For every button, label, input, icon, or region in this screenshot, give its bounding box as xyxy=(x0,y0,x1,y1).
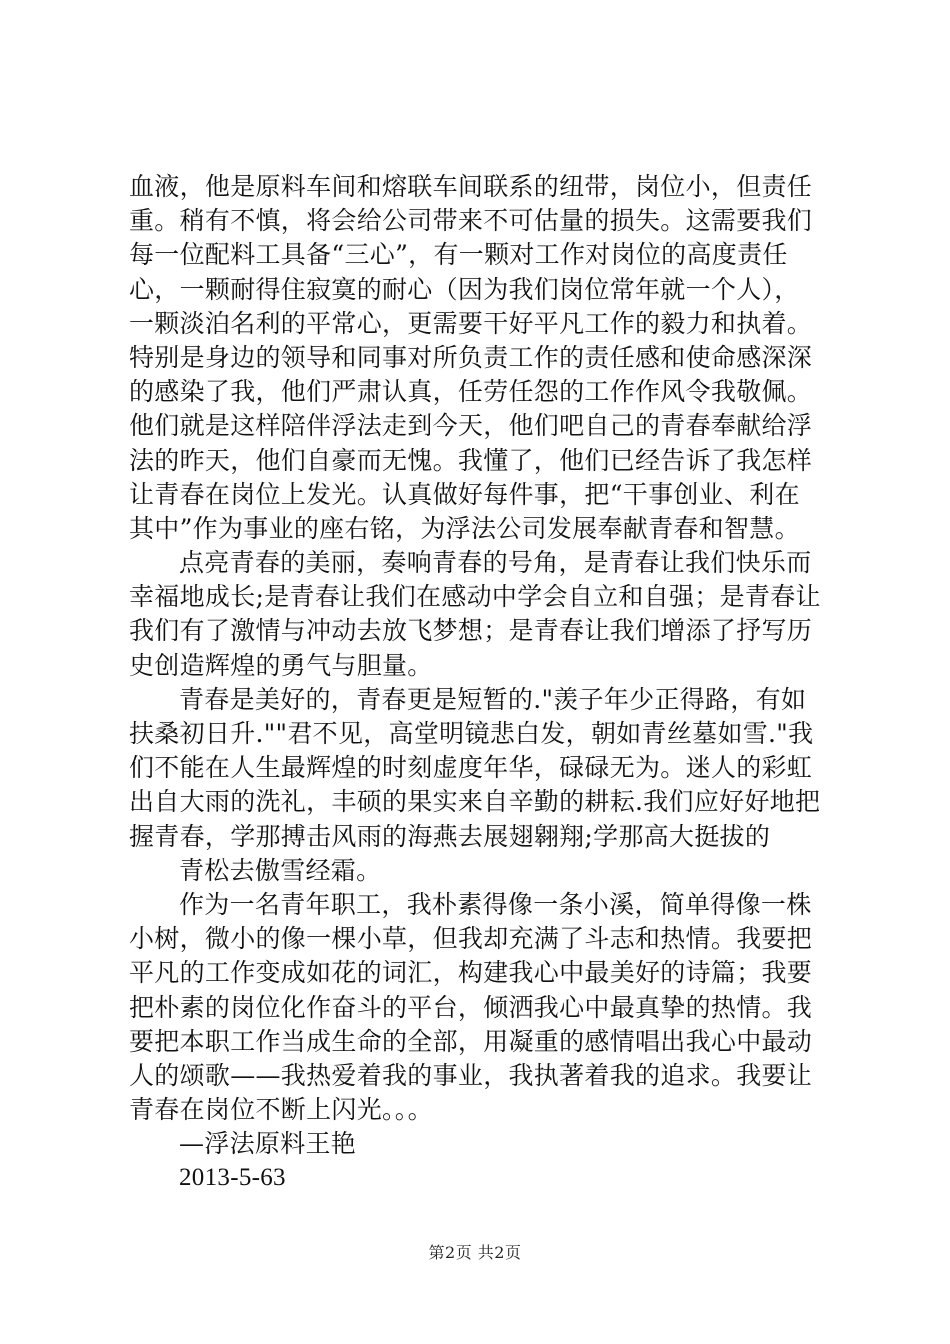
text-line: 青春在岗位不断上闪光。。。 xyxy=(129,1095,433,1125)
text-line: 血液，他是原料车间和熔联车间联系的纽带，岗位小，但责任 xyxy=(129,172,813,201)
date-line: 2013-5-63 xyxy=(179,1164,286,1192)
text-line: 其中”作为事业的座右铭，为浮法公司发展奉献青春和智慧。 xyxy=(129,513,800,543)
text-line: 平凡的工作变成如花的词汇，构建我心中最美好的诗篇；我要 xyxy=(129,958,813,988)
text-line: 幸福地成长;是青春让我们在感动中学会自立和自强；是青春让 xyxy=(129,582,821,612)
text-line: 法的昨天，他们自豪而无愧。我懂了，他们已经告诉了我怎样 xyxy=(129,445,813,475)
text-line: 我们有了激情与冲动去放飞梦想；是青春让我们增添了抒写历 xyxy=(129,616,813,646)
text-line: 要把本职工作当成生命的全部，用凝重的感情唱出我心中最动 xyxy=(129,1026,813,1056)
text-line: 史创造辉煌的勇气与胆量。 xyxy=(129,650,433,680)
text-line: 他们就是这样陪伴浮法走到今天，他们吧自己的青春奉献给浮 xyxy=(129,411,813,441)
signature-line: —浮法原料王艳 xyxy=(179,1129,357,1159)
text-line: 一颗淡泊名利的平常心，更需要干好平凡工作的毅力和执着。 xyxy=(129,308,813,338)
document-body xyxy=(129,170,829,1196)
text-line: 们不能在人生最辉煌的时刻虚度年华，碌碌无为。迷人的彩虹 xyxy=(129,753,813,783)
text-line: 的感染了我，他们严肃认真，任劳任怨的工作作风令我敬佩。 xyxy=(129,377,813,407)
paragraph-start-line: 青松去傲雪经霜。 xyxy=(179,855,382,885)
text-line: 特别是身边的领导和同事对所负责工作的责任感和使命感深深 xyxy=(129,342,813,372)
paragraph-start-line: 青春是美好的，青春更是短暂的."羡子年少正得路，有如 xyxy=(179,684,807,714)
text-line: 把朴素的岗位化作奋斗的平台，倾洒我心中最真挚的热情。我 xyxy=(129,992,813,1022)
text-line: 扶桑初日升.""君不见，高堂明镜悲白发，朝如青丝墓如雪."我 xyxy=(129,719,814,748)
text-line: 人的颂歌——我热爱着我的事业，我执著着我的追求。我要让 xyxy=(129,1060,813,1090)
text-line: 握青春，学那搏击风雨的海燕去展翅翱翔;学那高大挺拔的 xyxy=(129,821,771,851)
text-line: 让青春在岗位上发光。认真做好每件事，把“干事创业、利在 xyxy=(129,479,800,509)
text-line: 小树，微小的像一棵小草，但我却充满了斗志和热情。我要把 xyxy=(129,924,813,954)
text-line: 每一位配料工具备“三心”，有一颗对工作对岗位的高度责任 xyxy=(129,240,788,270)
text-line: 重。稍有不慎，将会给公司带来不可估量的损失。这需要我们 xyxy=(129,206,813,236)
text-line: 心，一颗耐得住寂寞的耐心（因为我们岗位常年就一个人）， xyxy=(129,274,800,304)
text-line: 出自大雨的洗礼，丰硕的果实来自辛勤的耕耘.我们应好好地把 xyxy=(129,787,821,817)
paragraph-start-line: 作为一名青年职工，我朴素得像一条小溪，简单得像一株 xyxy=(179,889,812,919)
paragraph-start-line: 点亮青春的美丽，奏响青春的号角，是青春让我们快乐而 xyxy=(179,548,812,578)
page-number-footer: 第2页 共2页 xyxy=(428,1243,522,1262)
